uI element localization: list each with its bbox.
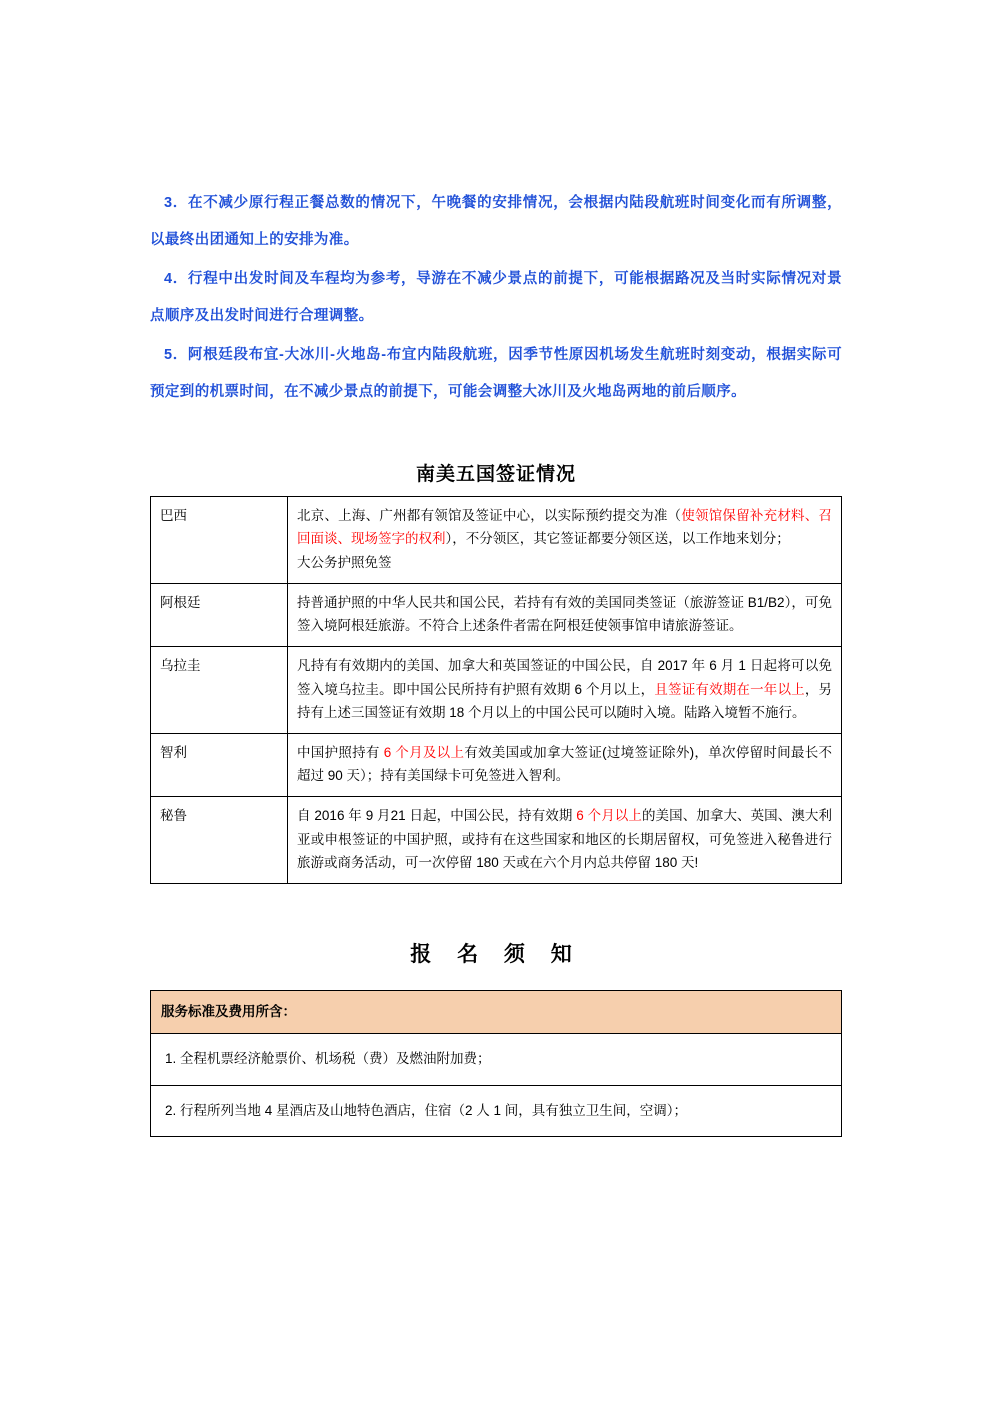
text-run: 的美国、加拿大、英国、澳大利亚或申根签证的中国护照，或持有在这些国家和地区的长期居留权，可免签进入秘鲁进行旅游或商务活动，可一次停留 180 天或在六个月内总共停留 180 天! [297,808,833,871]
text-run: 凡持有有效期内的美国、加拿大和英国签证的中国公民，自 2017 年 6 月 1 日起将可以免签入境乌拉圭。即中国公民所持有护照有效期 6 个月以上， [297,657,832,697]
text-run: 中国护照持有 [297,744,384,760]
note-item: 5．阿根廷段布宜-大冰川-火地岛-布宜内陆段航班，因季节性原因机场发生航班时刻变动，根据实际可预定到的机票时间，在不减少景点的前提下，可能会调整大冰川及火地岛两地的前后顺序。 [150,346,842,400]
visa-country: 乌拉圭 [151,646,288,733]
text-run: 使领馆保留补充材料、召回面谈、现场签字的权利 [297,507,833,547]
terms-table-body [151,990,842,1136]
text-run: 大公务护照免签 [297,555,392,571]
visa-detail [288,797,842,884]
visa-section-title: 南美五国签证情况 [415,463,576,485]
text-run: 自 2016 年 9 月21 日起，中国公民，持有效期 [297,808,577,824]
text-run: 有效美国或加拿大签证(过境签证除外)，单次停留时间最长不超过 90 天）；持有美国绿卡可免签进入智利。 [297,744,832,784]
table-row [151,496,842,583]
visa-table-body [151,496,842,883]
table-row [151,646,842,733]
visa-country: 秘鲁 [151,797,288,884]
text-run: 北京、上海、广州都有领馆及签证中心，以实际预约提交为准（ [297,507,682,523]
text-run: 持普通护照的中华人民共和国公民，若持有有效的美国同类签证（旅游签证 B1/B2），可免签入境阿根廷旅游。不符合上述条件者需在阿根廷使领事馆申请旅游签证。 [297,594,832,634]
table-row [151,583,842,646]
visa-country: 阿根廷 [151,583,288,646]
text-run: ，另持有上述三国签证有效期 18 个月以上的中国公民可以随时入境。陆路入境暂不施行。 [297,681,833,721]
note-item: 4．行程中出发时间及车程均为参考，导游在不减少景点的前提下，可能根据路况及当时实际情况对景点顺序及出发时间进行合理调整。 [150,270,842,324]
notes-block [150,185,842,411]
table-row [151,733,842,796]
text-run: 且签证有效期在一年以上 [654,681,805,697]
terms-item: 1. 全程机票经济舱票价、机场税（费）及燃油附加费； [151,1034,842,1085]
table-row [151,1085,842,1136]
terms-table [150,990,842,1137]
terms-item: 2. 行程所列当地 4 星酒店及山地特色酒店，住宿（2 人 1 间，具有独立卫生间，空调）； [151,1085,842,1136]
visa-country: 智利 [151,733,288,796]
text-run: 6 个月以上 [576,808,642,824]
visa-country: 巴西 [151,496,288,583]
visa-detail [288,733,842,796]
terms-header: 服务标准及费用所含： [151,990,842,1033]
text-run: ），不分领区，其它签证都要分领区送，以工作地来划分； [445,531,790,547]
table-row [151,797,842,884]
visa-detail [288,583,842,646]
table-row [151,1034,842,1085]
visa-table [150,496,842,884]
note-item: 3．在不减少原行程正餐总数的情况下，午晚餐的安排情况，会根据内陆段航班时间变化而有所调整，以最终出团通知上的安排为准。 [150,195,842,248]
notice-title: 报 名 须 知 [410,942,582,966]
visa-detail [288,496,842,583]
visa-detail [288,646,842,733]
table-row [151,990,842,1033]
text-run: 6 个月及以上 [383,744,465,760]
